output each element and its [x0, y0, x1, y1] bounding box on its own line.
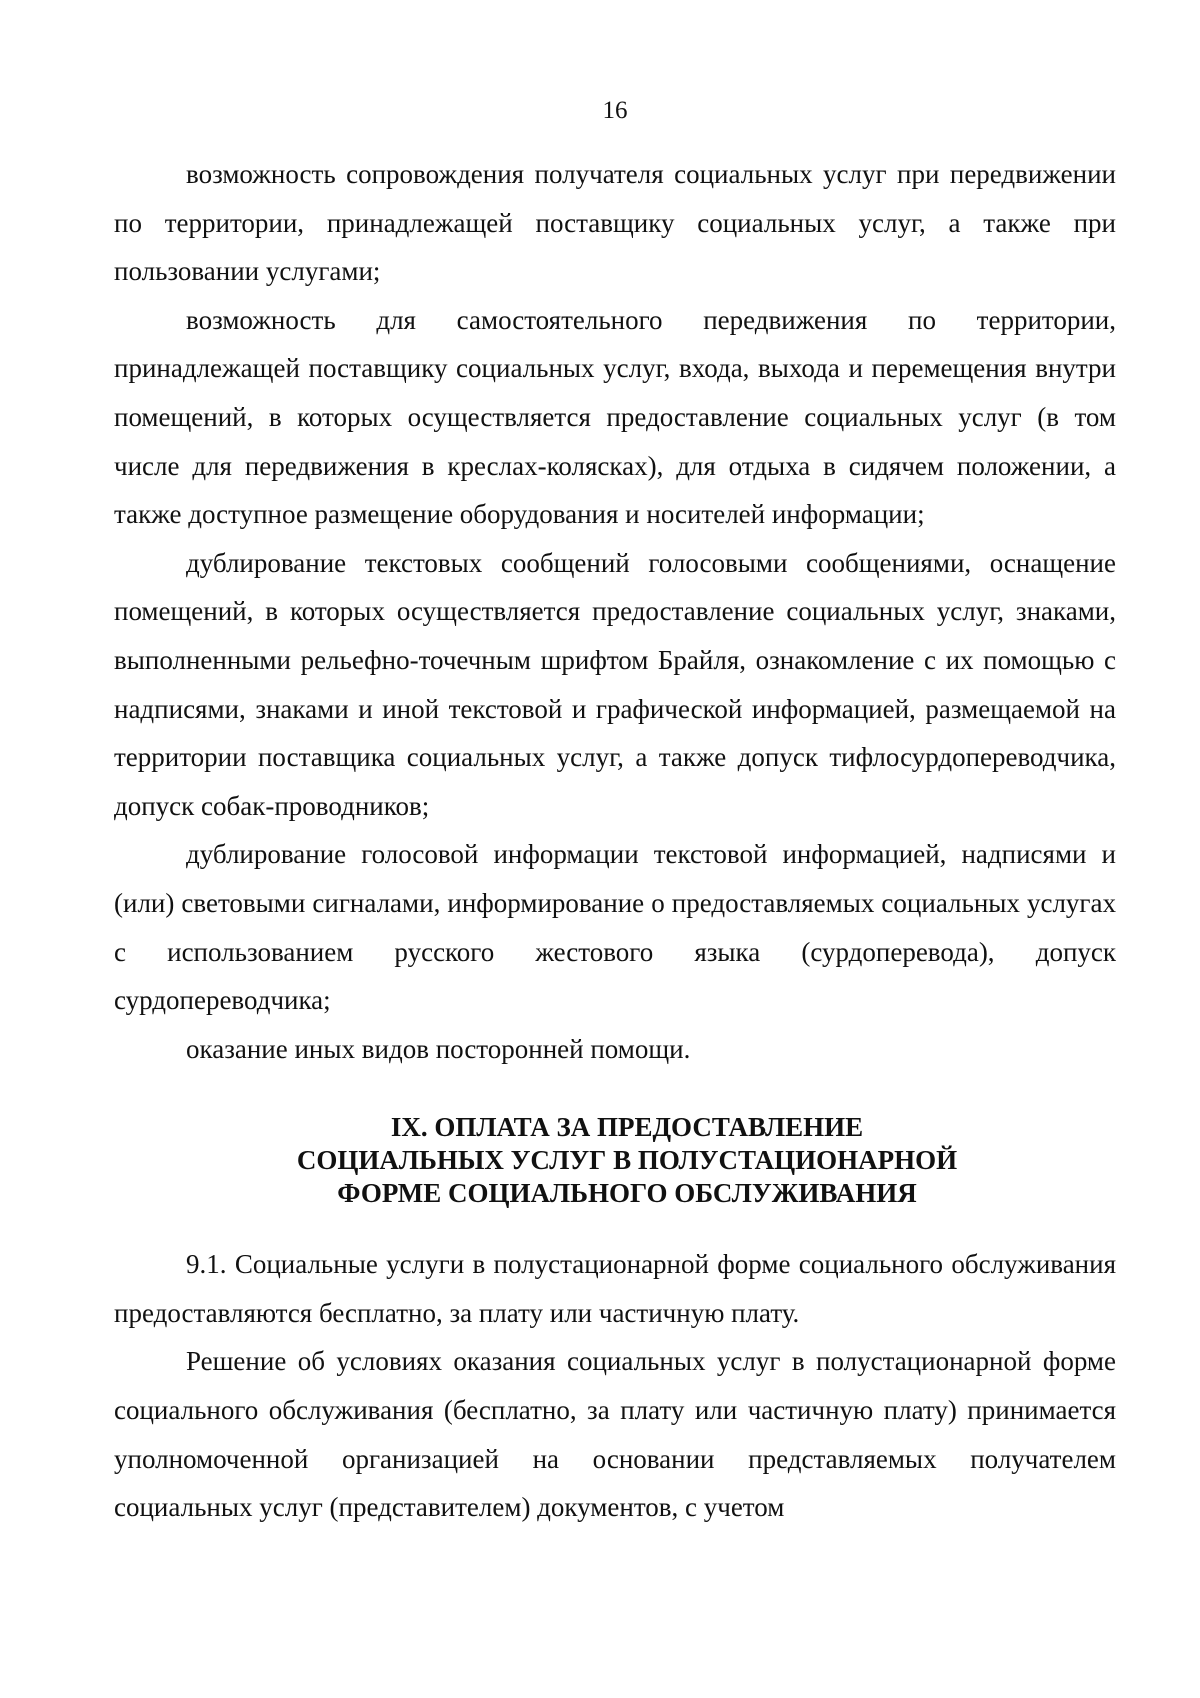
section-heading	[114, 1111, 1116, 1210]
document-body	[114, 150, 1116, 1532]
paragraph-decision-conditions: Решение об условиях оказания социальных услуг в полустационарной форме социального обслуживания (бесплатно, за плату или частичную плату) принимается уполномоченной организацией на основании представляемых получателем социальных услуг (представителем) документов, с учетом	[114, 1346, 1116, 1523]
paragraph-other-assistance: оказание иных видов посторонней помощи.	[186, 1033, 691, 1064]
paragraph-accompaniment: возможность сопровождения получателя социальных услуг при передвижении по территории, принадлежащей поставщику социальных услуг, а также при пользовании услугами;	[114, 159, 1116, 287]
paragraph-voice-duplication: дублирование текстовых сообщений голосовыми сообщениями, оснащение помещений, в которых осуществляется предоставление социальных услуг, знаками, выполненными рельефно-точечным шрифтом Брайля, ознакомление с их помощью с надписями, знаками и иной текстовой и графической информацией, размещаемой на территории поставщика социальных услуг, а также допуск тифлосурдопереводчика, допуск собак-проводников;	[114, 547, 1116, 821]
paragraph-independent-movement: возможность для самостоятельного передвижения по территории, принадлежащей поставщику социальных услуг, входа, выхода и перемещения внутри помещений, в которых осуществляется предоставление социальных услуг (в том числе для передвижения в креслах-колясках), для отдыха в сидячем положении, а также доступное размещение оборудования и носителей информации;	[114, 304, 1116, 530]
paragraph-9-1: 9.1. Социальные услуги в полустационарной форме социального обслуживания предоставляются бесплатно, за плату или частичную плату.	[114, 1249, 1116, 1328]
paragraph-text-duplication: дублирование голосовой информации текстовой информацией, надписями и (или) световыми сигналами, информирование о предоставляемых социальных услугах с использованием русского жестового языка (сурдоперевода), допуск сурдопереводчика;	[114, 839, 1116, 1016]
section-heading-line-2: СОЦИАЛЬНЫХ УСЛУГ В ПОЛУСТАЦИОНАРНОЙ	[296, 1145, 958, 1176]
page-number: 16	[602, 97, 628, 124]
section-heading-line-1: IX. ОПЛАТА ЗА ПРЕДОСТАВЛЕНИЕ	[390, 1112, 864, 1143]
section-heading-line-3: ФОРМЕ СОЦИАЛЬНОГО ОБСЛУЖИВАНИЯ	[337, 1178, 917, 1209]
